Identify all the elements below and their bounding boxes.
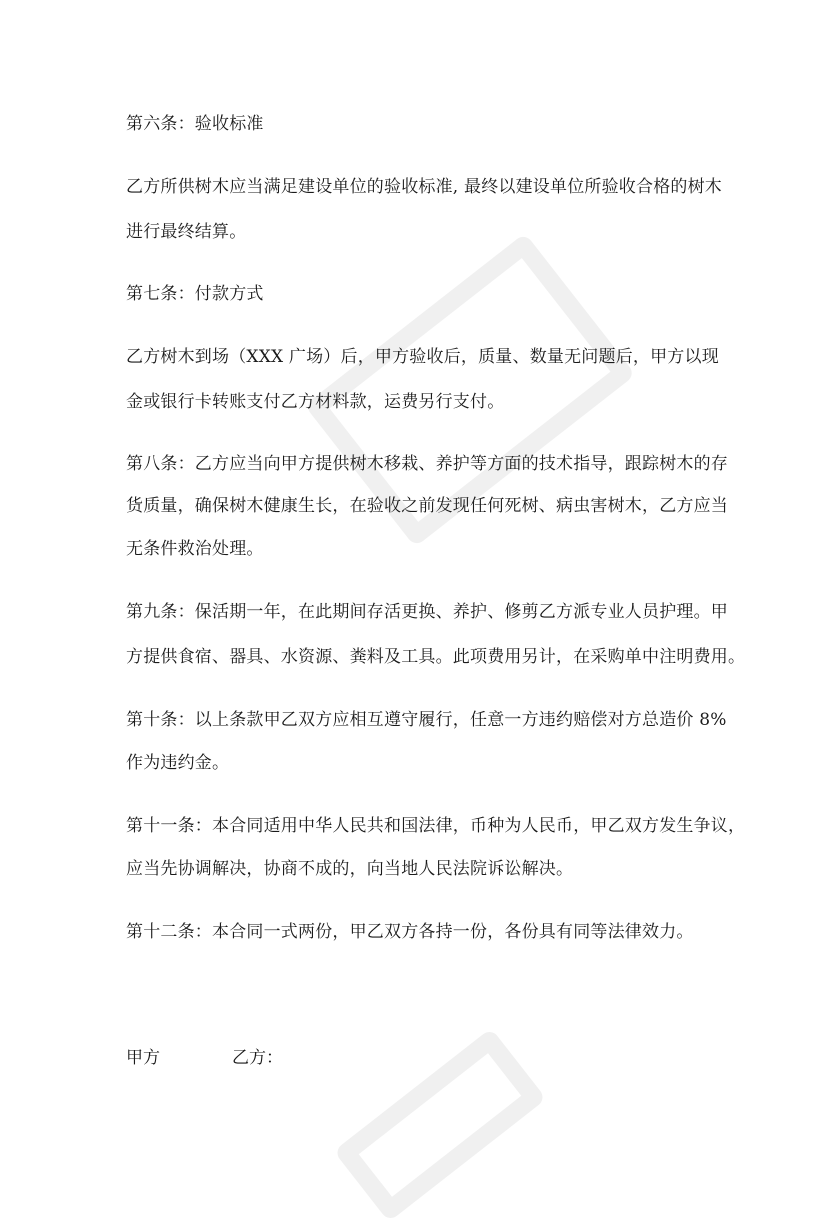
article-7-text-line-1: 乙方树木到场（XXX 广场）后，甲方验收后，质量、数量无问题后，甲方以现: [126, 347, 719, 367]
article-11-line-2: 应当先协调解决，协商不成的，向当地人民法院诉讼解决。: [126, 859, 574, 879]
article-8-line-3: 无条件救治处理。: [126, 539, 264, 559]
article-6-text-line-1: 乙方所供树木应当满足建设单位的验收标准, 最终以建设单位所验收合格的树木: [126, 177, 723, 197]
article-10-line-2: 作为违约金。: [126, 753, 230, 773]
article-6-text-line-2: 进行最终结算。: [126, 222, 247, 242]
article-9-line-1: 第九条：保活期一年，在此期间存活更换、养护、修剪乙方派专业人员护理。甲: [126, 602, 728, 622]
article-7-text-line-2: 金或银行卡转账支付乙方材料款，运费另行支付。: [126, 392, 505, 412]
article-9-line-2: 方提供食宿、器具、水资源、粪料及工具。此项费用另计，在采购单中注明费用。: [126, 647, 746, 667]
article-10-line-1: 第十条：以上条款甲乙双方应相互遵守履行，任意一方违约赔偿对方总造价 8%: [126, 710, 727, 730]
article-7-heading: 第七条：付款方式: [126, 284, 264, 304]
article-12-line-1: 第十二条：本合同一式两份，甲乙双方各持一份，各份具有同等法律效力。: [126, 922, 694, 942]
signature-party-a: 甲方: [126, 1048, 160, 1068]
article-8-line-1: 第八条：乙方应当向甲方提供树木移栽、养护等方面的技术指导，跟踪树木的存: [126, 454, 728, 474]
article-11-line-1: 第十一条：本合同适用中华人民共和国法律，币种为人民币，甲乙双方发生争议，: [126, 816, 746, 836]
watermark-logo-bottom: [333, 1028, 546, 1222]
article-8-line-2: 货质量，确保树木健康生长，在验收之前发现任何死树、病虫害树木，乙方应当: [126, 496, 728, 516]
signature-party-b: 乙方：: [232, 1048, 283, 1068]
article-6-heading: 第六条：验收标准: [126, 114, 264, 134]
watermark-stamp-shape-bottom: [333, 1028, 546, 1222]
